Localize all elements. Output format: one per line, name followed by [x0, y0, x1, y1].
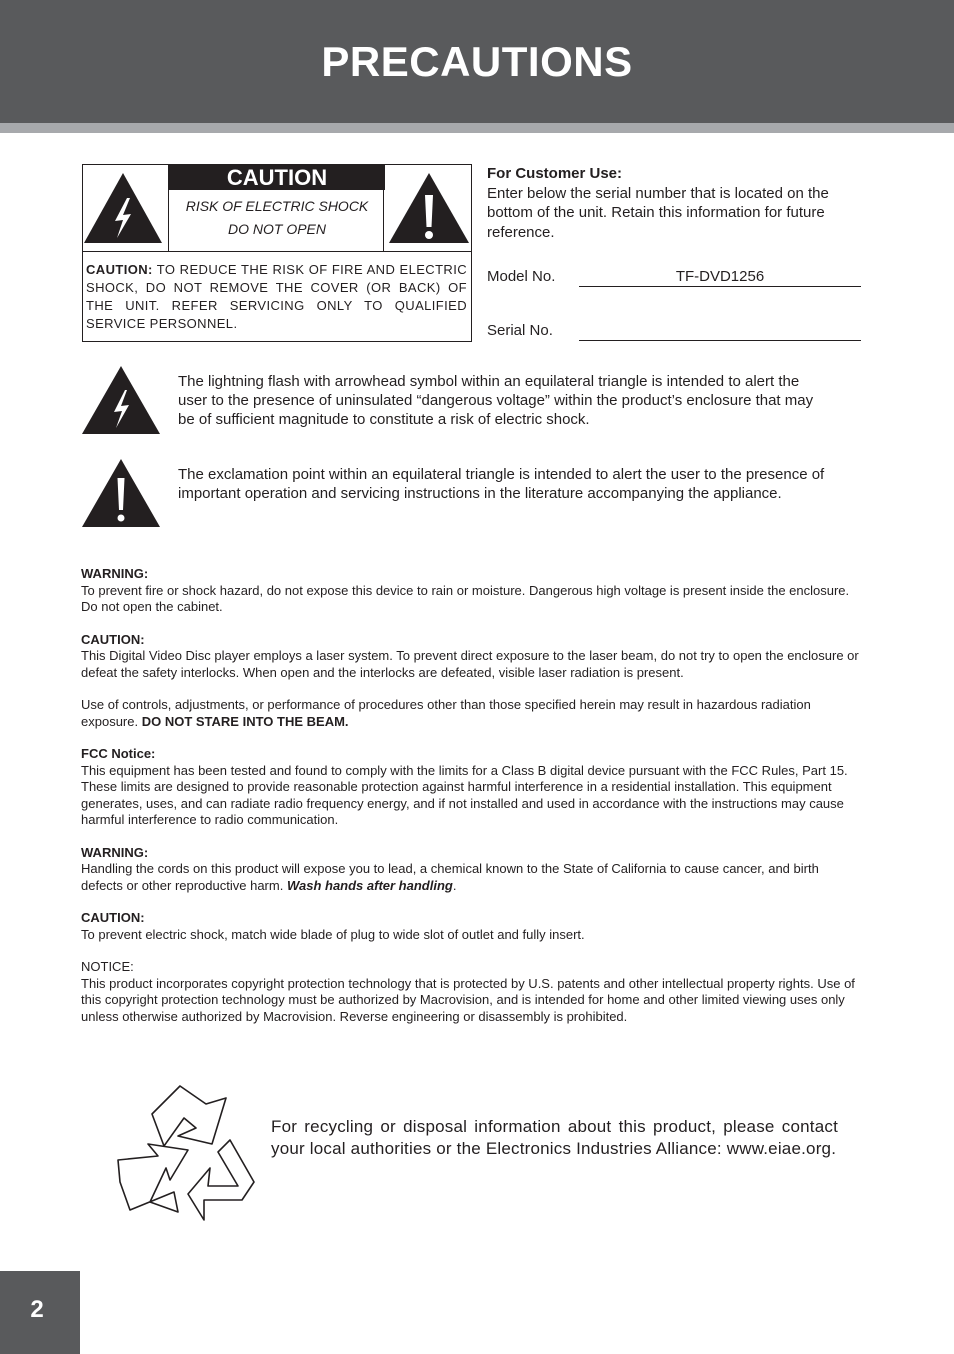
lightning-warning-icon — [83, 165, 169, 251]
model-value: TF-DVD1256 — [675, 268, 765, 285]
section-heading: CAUTION: — [81, 910, 145, 925]
page-number: 2 — [30, 1296, 44, 1323]
recycle-icon — [114, 1082, 258, 1228]
lightning-triangle-icon — [81, 365, 161, 435]
warning-lead-section: WARNING: Handling the cords on this product will expose you to lead, a chemical known to the State of California to cause cancer, and birth defects or other reproductive harm. Wash hands after handling. — [81, 844, 819, 893]
risk-line: RISK OF ELECTRIC SHOCK — [185, 198, 369, 214]
lightning-explanation: The lightning flash with arrowhead symbol within an equilateral triangle is intended to alert the user to the presence of uninsulated “dangerous voltage” within the product’s enclosure that may be of sufficient magnitude to constitute a risk of electric shock. — [178, 373, 814, 428]
section-text: This equipment has been tested and found to comply with the limits for a Class B digital device pursuant with the FCC Rules, Part 15. These limits are designed to provide reasonable protection against harmful interference in a residential installation. This equipment generates, uses, and can radiate radio frequency energy, and if not installed and used in accordance with the instructions may cause harmful interference to radio communication. — [81, 762, 848, 827]
exclamation-explanation: The exclamation point within an equilateral triangle is intended to alert the user to the presence of important operation and servicing instructions in the literature accompanying the appliance. — [178, 466, 825, 502]
caution-label — [169, 165, 385, 251]
warning-fire-section — [81, 566, 862, 616]
notice-section — [81, 959, 862, 1025]
recycle-text: For recycling or disposal information about this product, please contact your local authorities or the Electronics Industries Alliance: www.eiae.org. — [271, 1117, 838, 1158]
customer-use-heading: For Customer Use: — [487, 165, 623, 182]
serial-label: Serial No. — [487, 322, 553, 339]
exclamation-triangle-icon — [81, 458, 161, 528]
beam-warning: DO NOT STARE INTO THE BEAM. — [141, 713, 349, 729]
section-text: Handling the cords on this product will expose you to lead, a chemical known to the State of California to cause cancer, and birth defects or other reproductive harm. — [81, 861, 819, 893]
section-text: This product incorporates copyright protection technology that is protected by U.S. patents and other intellectual property rights. Use of this copyright protection technology must be authorized by Macrovision, and is intended for home and other limited viewing uses only unless otherwise authorized by Macrovision. Reverse engineering or disassembly is prohibited. — [81, 975, 855, 1024]
section-heading: WARNING: — [81, 844, 149, 860]
section-heading: CAUTION: — [81, 631, 145, 647]
caution-plug-section — [81, 910, 862, 943]
model-line — [579, 286, 861, 287]
model-label: Model No. — [487, 268, 556, 285]
caution-box-body: TO REDUCE THE RISK OF FIRE AND ELECTRIC SHOCK, DO NOT REMOVE THE COVER (OR BACK) OF THE UNIT. REFER SERVICING ONLY TO QUALIFIED SERVICE PERSONNEL. — [86, 262, 468, 331]
precaution-sections — [81, 566, 862, 1041]
section-text: Use of controls, adjustments, or performance of procedures other than those specified herein may result in hazardous radiation exposure. — [81, 697, 811, 729]
caution-divider — [83, 251, 471, 252]
page-title: PRECAUTIONS — [321, 38, 633, 85]
caution-box-label: CAUTION: — [86, 262, 153, 277]
customer-use-instructions: Enter below the serial number that is located on the bottom of the unit. Retain this information for future reference. — [487, 184, 829, 241]
caution-banner: CAUTION — [169, 165, 385, 190]
section-text: To prevent fire or shock hazard, do not expose this device to rain or moisture. Dangerous high voltage is present inside the enclosure. Do not open the cabinet. — [81, 582, 850, 614]
caution-laser-section — [81, 632, 862, 682]
wash-hands-emphasis: Wash hands after handling — [286, 877, 453, 893]
section-heading: NOTICE: — [81, 959, 134, 974]
fcc-section — [81, 746, 862, 829]
section-text: To prevent electric shock, match wide blade of plug to wide slot of outlet and fully insert. — [81, 926, 585, 942]
controls-section — [81, 697, 862, 730]
customer-use — [487, 164, 862, 242]
do-not-open-line: DO NOT OPEN — [227, 221, 326, 237]
section-text: This Digital Video Disc player employs a laser system. To prevent direct exposure to the laser beam, do not try to open the enclosure or defeat the safety interlocks. When open and the interlocks are defeated, visible laser radiation is present. — [81, 648, 859, 680]
serial-line — [579, 340, 861, 341]
section-heading: FCC Notice: — [81, 746, 156, 761]
exclamation-warning-icon — [383, 165, 471, 251]
header-stripe — [0, 123, 954, 133]
caution-box — [82, 164, 472, 342]
section-heading: WARNING: — [81, 566, 149, 581]
caution-box-text — [86, 261, 467, 333]
